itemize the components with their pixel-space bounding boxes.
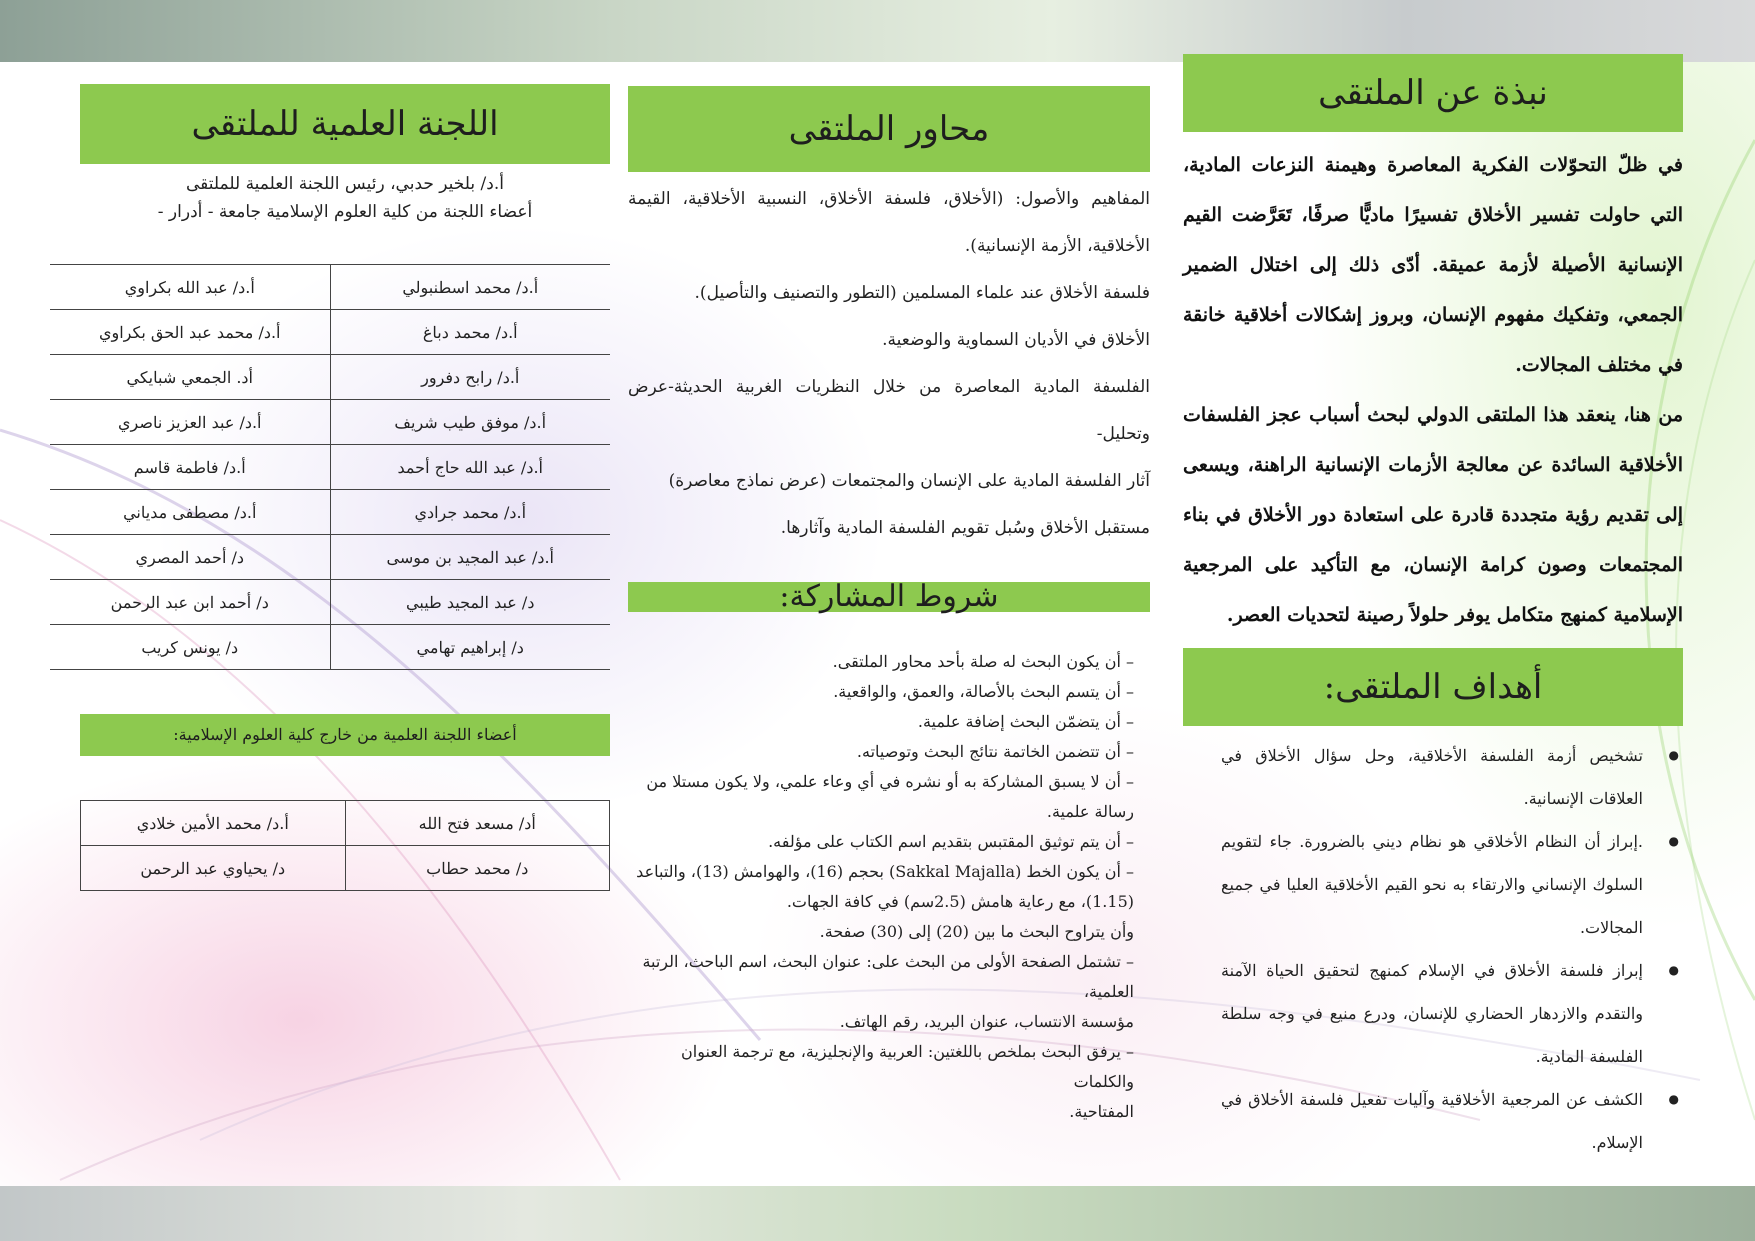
member-name: د/ عبد المجيد طيبي [330,580,610,625]
member-name: د/ محمد حطاب [345,846,610,891]
condition-item: – أن يكون الخط (Sakkal Majalla) بحجم (16)، والهوامش (13)، والتباعد (1.15)، مع رعاية هامش (2.5سم) في كافة الجهات. [636,862,1134,911]
table-row [50,580,610,625]
table-row [50,625,610,670]
table-row [50,445,610,490]
condition-item: – تشتمل الصفحة الأولى من البحث على: عنوان البحث، اسم الباحث، الرتبة العلمية، [642,952,1134,1001]
committee-heading: اللجنة العلمية للملتقى [80,84,610,164]
member-name: د/ يونس كريب [50,625,330,670]
member-name: أ.د/ محمد الأمين خلادي [81,801,346,846]
committee-section [50,84,610,891]
member-name: د/ يحياوي عبد الرحمن [81,846,346,891]
external-committee-table [80,800,610,891]
member-name: أ.د/ عبد الله بكراوي [50,265,330,310]
member-name: أ.د/ فاطمة قاسم [50,445,330,490]
member-name: أ.د/ عبد المجيد بن موسى [330,535,610,580]
member-name: د/ أحمد المصري [50,535,330,580]
table-row [50,265,610,310]
condition-item: – أن يكون البحث له صلة بأحد محاور الملتقى. [832,652,1134,671]
condition-item: – يرفق البحث بملخص باللغتين: العربية والإنجليزية، مع ترجمة العنوان والكلمات [681,1042,1134,1091]
committee-chair: أ.د/ بلخير حدبي، رئيس اللجنة العلمية للملتقى [186,174,504,194]
axis-item: فلسفة الأخلاق عند علماء المسلمين (التطور والتصنيف والتأصيل). [694,283,1150,303]
conditions-heading: شروط المشاركة: [628,582,1150,612]
conditions-list [628,647,1150,1127]
axis-item: الأخلاق في الأديان السماوية والوضعية. [882,330,1150,350]
member-name: أ.د/ مصطفى مدياني [50,490,330,535]
bottom-band [0,1186,1755,1241]
table-row [50,355,610,400]
goal-item: ● تشخيص أزمة الفلسفة الأخلاقية، وحل سؤال الأخلاق في العلاقات الإنسانية. [1183,734,1683,820]
goals-heading: أهداف الملتقى: [1183,648,1683,726]
top-band [0,0,1755,62]
about-paragraph-1: في ظلّ التحوّلات الفكرية المعاصرة وهيمنة النزعات المادية، التي حاولت تفسير الأخلاق تفسيرًا ماديًّا صرفًا، تَعَرَّضت القيم الإنسانية الأصيلة لأزمة عميقة. أدّى ذلك إلى اختلال الضمير الجمعي، وتفكيك مفهوم الإنسان، وبروز إشكالات أخلاقية خانقة في مختلف المجالات. [1183,154,1683,376]
goal-item: ● .إبراز أن النظام الأخلاقي هو نظام ديني بالضرورة. جاء لتقويم السلوك الإنساني والارتقاء به نحو القيم الأخلاقية العليا في جميع المجالات. [1183,820,1683,949]
axes-section [628,86,1150,1121]
condition-item: – أن تتضمن الخاتمة نتائج البحث وتوصياته. [856,742,1134,761]
committee-members-caption: أعضاء اللجنة من كلية العلوم الإسلامية جامعة - أدرار - [157,202,533,222]
condition-item: المفتاحية. [1069,1102,1134,1121]
axes-list [628,176,1150,552]
member-name: أ.د/ رابح دفرور [330,355,610,400]
axes-heading: محاور الملتقى [628,86,1150,172]
member-name: أ.د/ موفق طيب شريف [330,400,610,445]
table-row [50,535,610,580]
member-name: د/ إبراهيم تهامي [330,625,610,670]
condition-item: – أن لا يسبق المشاركة به أو نشره في أي وعاء علمي، ولا يكون مستلا من رسالة علمية. [646,772,1134,821]
table-row [81,801,610,846]
axis-item: الفلسفة المادية المعاصرة من خلال النظريات الغربية الحديثة-عرض وتحليل- [628,377,1150,444]
table-row [50,400,610,445]
member-name: أ.د/ محمد عبد الحق بكراوي [50,310,330,355]
goal-item: ● الكشف عن المرجعية الأخلاقية وآليات تفعيل فلسفة الأخلاق في الإسلام. [1183,1078,1683,1164]
member-name: أ.د/ عبد الله حاج أحمد [330,445,610,490]
axis-item: المفاهيم والأصول: (الأخلاق، فلسفة الأخلاق، النسبية الأخلاقية، القيمة الأخلاقية، الأزمة الإنسانية). [628,189,1150,256]
about-paragraph-2: من هنا، ينعقد هذا الملتقى الدولي لبحث أسباب عجز الفلسفات الأخلاقية السائدة عن معالجة الأزمات الإنسانية الراهنة، ويسعى إلى تقديم رؤية متجددة قادرة على استعادة دور الأخلاق في بناء المجتمعات وصون كرامة الإنسان، مع التأكيد على المرجعية الإسلامية كمنهج متكامل يوفر حلولاً رصينة لتحديات العصر. [1183,404,1683,626]
external-committee-heading: أعضاء اللجنة العلمية من خارج كلية العلوم الإسلامية: [80,714,610,756]
member-name: أ.د/ محمد دباغ [330,310,610,355]
about-heading: نبذة عن الملتقى [1183,54,1683,132]
table-row [50,490,610,535]
member-name: أد/ مسعد فتح الله [345,801,610,846]
table-row [81,846,610,891]
member-name: أ.د/ محمد جرادي [330,490,610,535]
condition-item: – أن يتسم البحث بالأصالة، والعمق، والواقعية. [833,682,1134,701]
axis-item: مستقبل الأخلاق وسُبل تقويم الفلسفة المادية وآثارها. [780,518,1150,538]
condition-item: مؤسسة الانتساب، عنوان البريد، رقم الهاتف. [839,1012,1134,1031]
table-row [50,310,610,355]
goals-list [1183,734,1683,1164]
goal-item: ● إبراز فلسفة الأخلاق في الإسلام كمنهج لتحقيق الحياة الآمنة والتقدم والازدهار الحضاري للإنسان، ودرع منيع في وجه سلطة الفلسفة المادية. [1183,949,1683,1078]
member-name: أد. الجمعي شبايكي [50,355,330,400]
condition-item: – أن يتضمّن البحث إضافة علمية. [917,712,1134,731]
member-name: د/ أحمد ابن عبد الرحمن [50,580,330,625]
member-name: أ.د/ محمد اسطنبولي [330,265,610,310]
condition-item: – أن يتم توثيق المقتبس بتقديم اسم الكتاب على مؤلفه. [768,832,1134,851]
committee-table [50,264,610,670]
member-name: أ.د/ عبد العزيز ناصري [50,400,330,445]
axis-item: آثار الفلسفة المادية على الإنسان والمجتمعات (عرض نماذج معاصرة) [668,471,1150,491]
about-section [1183,54,1683,1164]
condition-item: وأن يتراوح البحث ما بين (20) إلى (30) صفحة. [819,922,1134,941]
